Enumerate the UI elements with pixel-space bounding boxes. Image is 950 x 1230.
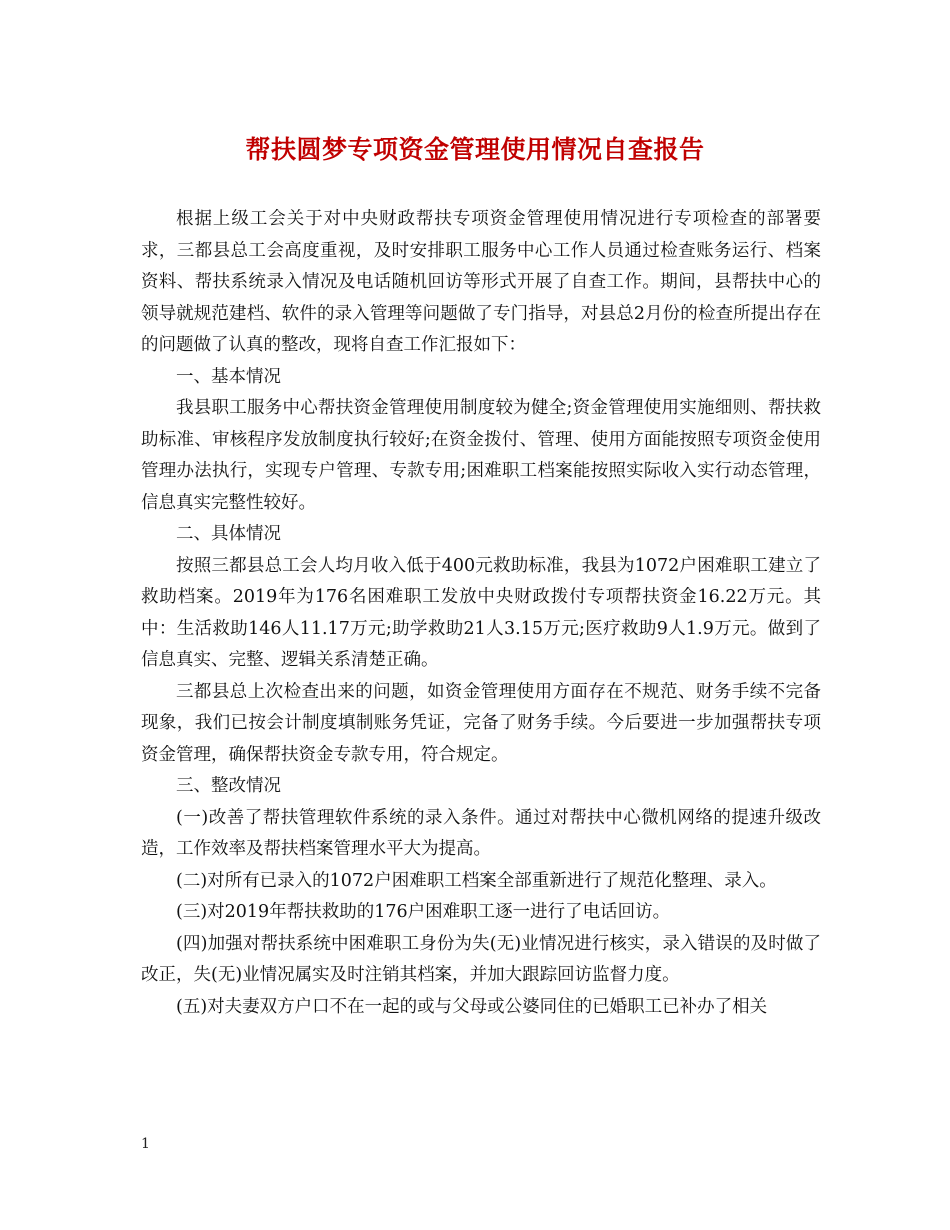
paragraph-basic: 我县职工服务中心帮扶资金管理使用制度较为健全;资金管理使用实施细则、帮扶救助标准、审核程序发放制度执行较好;在资金拨付、管理、使用方面能按照专项资金使用管理办法执行，实现专户管理、专款专用;困难职工档案能按照实际收入实行动态管理，信息真实完整性较好。	[141, 398, 821, 513]
paragraph-specific-2: 三都县总上次检查出来的问题，如资金管理使用方面存在不规范、财务手续不完备现象，我们已按会计制度填制账务凭证，完备了财务手续。今后要进一步加强帮扶专项资金管理，确保帮扶资金专款专用，符合规定。	[141, 681, 821, 765]
paragraph-rectification-5: (五)对夫妻双方户口不在一起的或与父母或公婆同住的已婚职工已补办了相关	[176, 996, 768, 1017]
page-number: 1	[141, 1136, 150, 1152]
paragraph-intro: 根据上级工会关于对中央财政帮扶专项资金管理使用情况进行专项检查的部署要求，三都县总工会高度重视，及时安排职工服务中心工作人员通过检查账务运行、档案资料、帮扶系统录入情况及电话随机回访等形式开展了自查工作。期间，县帮扶中心的领导就规范建档、软件的录入管理等问题做了专门指导，对县总2月份的检查所提出存在的问题做了认真的整改，现将自查工作汇报如下：	[141, 209, 821, 355]
document-body	[141, 204, 821, 1023]
section-heading-rectification: 三、整改情况	[176, 776, 281, 796]
paragraph-rectification-2: (二)对所有已录入的1072户困难职工档案全部重新进行了规范化整理、录入。	[176, 870, 777, 891]
document-title: 帮扶圆梦专项资金管理使用情况自查报告	[245, 135, 705, 164]
paragraph-specific-1: 按照三都县总工会人均月收入低于400元救助标准，我县为1072户困难职工建立了救助档案。2019年为176名困难职工发放中央财政拨付专项帮扶资金16.22万元。其中：生活救助146人11.17万元;助学救助21人3.15万元;医疗救助9人1.9万元。做到了信息真实、完整、逻辑关系清楚正确。	[141, 555, 821, 670]
paragraph-rectification-1: (一)改善了帮扶管理软件系统的录入条件。通过对帮扶中心微机网络的提速升级改造，工作效率及帮扶档案管理水平大为提高。	[141, 807, 821, 859]
section-heading-basic: 一、基本情况	[176, 366, 281, 387]
paragraph-rectification-3: (三)对2019年帮扶救助的176户困难职工逐一进行了电话回访。	[176, 902, 671, 922]
section-heading-specific: 二、具体情况	[176, 524, 281, 544]
paragraph-rectification-4: (四)加强对帮扶系统中困难职工身份为失(无)业情况进行核实，录入错误的及时做了改正，失(无)业情况属实及时注销其档案，并加大跟踪回访监督力度。	[141, 933, 821, 985]
